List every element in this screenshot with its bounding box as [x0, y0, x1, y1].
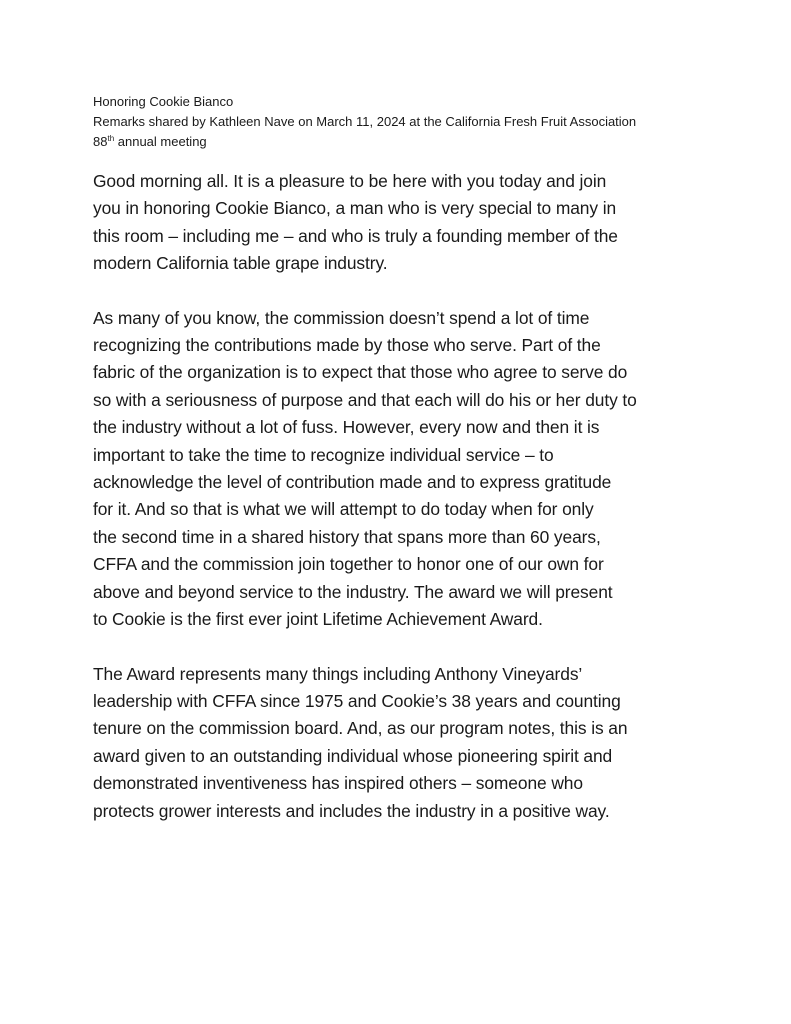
paragraph-line: protects grower interests and includes the industry in a positive way. — [93, 800, 610, 821]
paragraph-line: Good morning all. It is a pleasure to be here with you today and join — [93, 171, 607, 191]
paragraph-line: for it. And so that is what we will attempt to do today when for only — [93, 499, 594, 520]
paragraph-line: so with a seriousness of purpose and that each will do his or her duty to — [93, 389, 637, 410]
meeting-ordinal-suffix: th — [107, 134, 115, 143]
paragraph-line: award given to an outstanding individual whose pioneering spirit and — [93, 745, 613, 766]
paragraph — [93, 168, 703, 278]
document-subtitle: Remarks shared by Kathleen Nave on March 11, 2024 at the California Fresh Fruit Association — [93, 114, 637, 129]
paragraph-line: fabric of the organization is to expect that those who agree to serve do — [93, 362, 628, 383]
paragraph-line: you in honoring Cookie Bianco, a man who is very special to many in — [93, 198, 617, 219]
paragraph-line: the second time in a shared history that spans more than 60 years, — [93, 526, 601, 547]
paragraph-line: modern California table grape industry. — [93, 253, 388, 274]
paragraph-line: important to take the time to recognize individual service – to — [93, 444, 554, 465]
meeting-number: 88 — [93, 134, 108, 149]
paragraph — [93, 661, 703, 825]
document-header — [93, 92, 703, 152]
paragraph-line: this room – including me – and who is truly a founding member of the — [93, 225, 618, 246]
document-title: Honoring Cookie Bianco — [93, 94, 234, 109]
paragraph-line: the industry without a lot of fuss. However, every now and then it is — [93, 417, 600, 438]
paragraph-line: recognizing the contributions made by those who serve. Part of the — [93, 335, 601, 356]
document-page — [93, 92, 703, 852]
paragraph — [93, 305, 703, 634]
paragraph-line: CFFA and the commission join together to honor one of our own for — [93, 554, 604, 575]
paragraph-line: tenure on the commission board. And, as our program notes, this is an — [93, 718, 628, 739]
document-body — [93, 168, 703, 825]
meeting-label: annual meeting — [114, 134, 207, 149]
paragraph-line: above and beyond service to the industry. The award we will present — [93, 581, 613, 602]
meeting-line — [93, 132, 703, 152]
paragraph-line: As many of you know, the commission doesn’t spend a lot of time — [93, 307, 590, 328]
paragraph-line: demonstrated inventiveness has inspired others – someone who — [93, 773, 583, 794]
paragraph-line: to Cookie is the first ever joint Lifetime Achievement Award. — [93, 609, 543, 630]
paragraph-line: The Award represents many things including Anthony Vineyards’ — [93, 663, 583, 684]
paragraph-line: leadership with CFFA since 1975 and Cookie’s 38 years and counting — [93, 690, 621, 711]
paragraph-line: acknowledge the level of contribution made and to express gratitude — [93, 472, 612, 493]
